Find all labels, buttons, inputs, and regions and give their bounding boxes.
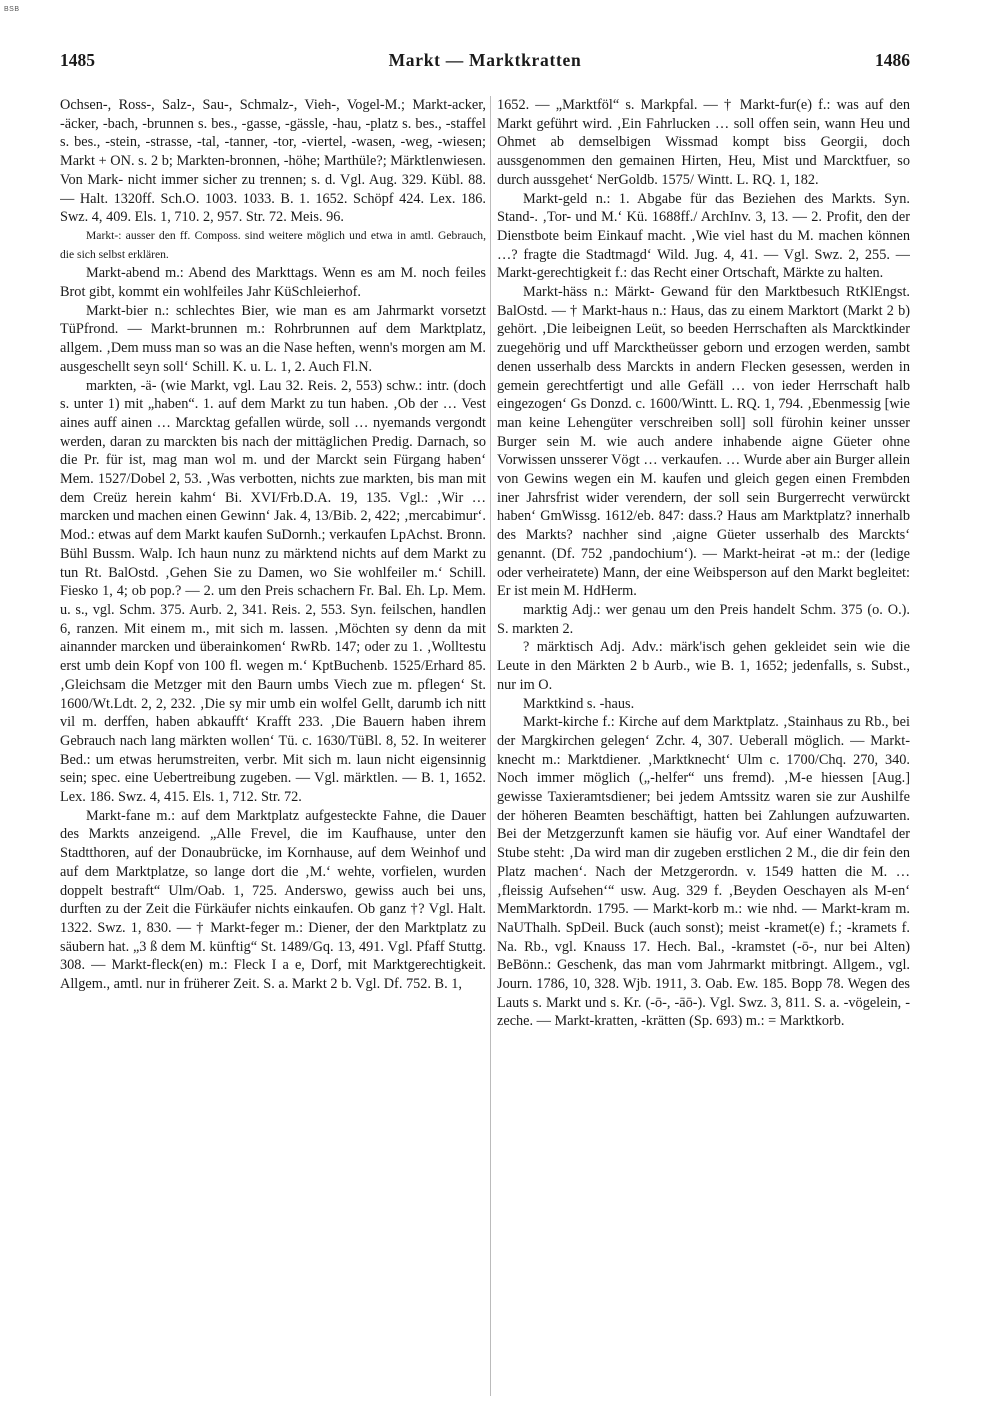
dictionary-entry: Markt-kirche f.: Kirche auf dem Marktplatz. ‚Stainhaus zu Rb., bei der Margkirchen gelegen‘ Zchr. 4, 307. Ueberall möglich. — Markt-knecht m.: Marktdiener. ‚Marktknecht‘ Ulm c. 1700/Chq. 270, 340. Noch immer möglich („-helfer“ uns fremd). ‚M-e hiessen [Aug.] gewisse Taxieramtsdiener; bei jedem Amtssitz waren sie zur Aushilfe der höheren Beamten beschäftigt, hatten bei Zahlungen aufzuwarten. Bei der Metzgerzunft kamen sie häufig vor. Auf einer Wandtafel der Stube steht: ‚Da wird man dir zugeben erstlichen 2 M., die dir fein den Platz machen‘. Nach der Metzgerordn. v. 1549 hatten die M. … ‚fleissig Aufsehen‘“ usw. Aug. 329 f. ‚Beyden Oeschayen als M-en‘ MemMarktordn. 1795. — Markt-korb m.: wie nhd. — Markt-kram m. NaUThalh. SpDeil. Buck (auch sonst); meist -kramet(e) f.; -kramets f. Na. Rb., vgl. Knauss 17. Hech. Bal., -kramstet (-ō-, nur bei Alten) BeBönn.: Geschenk, das man vom Jahrmarkt mitbringt. Allgem., vgl. Journ. 1786, 10, 328. Wjb. 1911, 3. Oab. Ew. 185. Bopp 78. Wegen des Lauts s. Markt und s. Kr. (-ō-, -āō-). Vgl. Swz. 3, 811. S. a. -vögelein, -zeche. — Markt-kratten, -krätten (Sp. 693) m.: = Marktkorb. xyxy=(497,714,910,1030)
dictionary-entry: Ochsen-, Ross-, Salz-, Sau-, Schmalz-, Vieh-, Vogel-M.; Markt-acker, -äcker, -bach, -brunnen s. bes., -gasse, -gässle, -hau, -platz s. bes., -staffel s. bes., -stein, -strasse, -tal, -tanner, -tor, -viertel, -wasen, -weg, -wiesen; Markt + ON. s. 2 b; Markten-bronnen, -höhe; Marthüle?; Märktlenwiesen. Von Mark- nicht immer sicher zu trennen; s. d. Vgl. Aug. 329. Kübl. 88. — Halt. 1320ff. Sch.O. 1003. 1033. B. 1. 1652. Schöpf 424. Lex. 186. Swz. 4, 409. Els. 1, 710. 2, 957. Str. 72. Meis. 96. xyxy=(60,97,486,226)
page-number-right: 1486 xyxy=(875,50,910,70)
dictionary-entry: markten, -ä- (wie Markt, vgl. Lau 32. Reis. 2, 553) schw.: intr. (doch s. unter 1) mit „haben“. 1. auf dem Markt zu tun haben. ‚Ob der … Vest aines auff ainen … Marcktag gefallen würde, soll … nyemands vergondt werden, daran zu marckten bis nach der mittäglichen Predig. Darnach, so die Pr. für ist, mag man wol m. und der Marckt sein Fürgang haben‘ Mem. 1527/Dobel 2, 53. ‚Was verbotten, nichts zue markten, bis man mit dem Creüz herein kahm‘ Bi. XVI/Frb.D.A. 19, 135. Vgl.: ‚Wir … marcken und machen einen Gewinn‘ Jak. 4, 13/Bib. 2, 422; ‚mercabimur‘. Mod.: etwas auf dem Markt kaufen SuDornh.; verkaufen LpAchst. Bronn. Bühl Bussm. Walp. Ich haun nunz zu märktend nichts auf dem Markt zu tun Rt. BalOstd. ‚Gehen Sie zu Damen, wo Sie wohlfeiler m.‘ Schill. Fiesko 1, 4; ob pop.? — 2. um den Preis schachern Fr. Bal. Eh. Lp. Mem. u. s., vgl. Schm. 375. Aurb. 2, 341. Reis. 2, 553. Syn. feilschen, handlen 6, ranzen. Mit einem m., mit sich m. lassen. ‚Möchten sy denn da mit ainannder marcken und überainkomen‘ RwRb. 147; oder zu 1. ‚Wolltestu erst umb dein Kopf von 100 fl. wegen m.‘ KptBuchenb. 1525/Erhard 85. ‚Gleichsam die Metzger mit den Baurn umbs Viech zue m. pflegen‘ St. 1600/Wt.Ldt. 2, 2, 232. ‚Die sy mir umb ein wolfel Gellt, darumb ich nitt vil m. derffen, haben abkaufft‘ Krafft 233. ‚Die Bauern haben ihrem Gebrauch nach lang märkten wollen‘ Tü. c. 1630/TüBl. 8, 52. In weiterer Bed.: um etwas herumstreiten, verbr. Mit sich m. laun nicht eigensinnig sein; spec. eine Uebertreibung zugeben. — Vgl. märktlen. — B. 1, 1652. Lex. 186. Swz. 4, 415. Els. 1, 712. Str. 72. xyxy=(60,377,486,806)
dictionary-entry: Markt-abend m.: Abend des Markttags. Wenn es am M. noch feiles Brot gibt, kommt ein wohlfeiles Jahr KüSchleierhof. xyxy=(60,265,486,301)
page-header xyxy=(60,50,910,76)
dictionary-entry: Markt-geld n.: 1. Abgabe für das Beziehen des Markts. Syn. Stand-. ‚Tor- und M.‘ Kü. 1688ff./ ArchInv. 3, 13. — 2. Profit, den der Dienstbote beim Einkauf macht. ‚Wie viel hast du M. machen können …? fragte die Stadtmagd‘ Wild. Jug. 4, 41. — Vgl. Swz. 2, 255. — Markt-gerechtigkeit f.: das Recht einer Ortschaft, Märkte zu halten. xyxy=(497,190,910,282)
dictionary-entry: Markt-bier n.: schlechtes Bier, wie man es am Jahrmarkt vorsetzt TüPfrond. — Markt-brunnen m.: Rohrbrunnen auf dem Marktplatz, allgem. ‚Dem muss man so was an die Nase heften, wenn's morgen am M. ausgeschellt seyn soll‘ Schill. K. u. L. 1, 2. Auch Fl.N. xyxy=(60,302,486,375)
page-number-left: 1485 xyxy=(60,50,95,70)
dictionary-entry: 1652. — „Marktföl“ s. Markpfal. — † Markt-fur(e) f.: was auf den Markt geführt wird. ‚Ein Fahrlucken … soll offen sein, wann Heu und Ohmet ab demselbigen Wissmad kompt biss Georgii, doch aussgenommen den gemainen Hirten, Heu, Mist und Marcktfuer, so durch aussgehet‘ NerGoldb. 1575/ Wintt. L. RQ. 1, 182. xyxy=(497,97,910,188)
dictionary-entry: Marktkind s. -haus. xyxy=(523,695,635,712)
dictionary-entry: ? märktisch Adj. Adv.: märk'isch gehen gekleidet sein wie die Leute in den Märkten 2 b Aurb., wie B. 1, 1652; jedenfalls, s. Subst., nur im O. xyxy=(497,639,910,693)
dictionary-entry: Markt-: ausser den ff. Composs. sind weitere möglich und etwa in amtl. Gebrauch, die sich selbst erklären. xyxy=(60,228,486,261)
left-column xyxy=(60,96,486,1396)
dictionary-entry: marktig Adj.: wer genau um den Preis handelt Schm. 375 (o. O.). S. markten 2. xyxy=(497,601,910,637)
dictionary-entry: Markt-häss n.: Märkt- Gewand für den Marktbesuch RtKlEngst. BalOstd. — † Markt-haus n.: Haus, das zu einem Marktort (Markt 2 b) gehört. ‚Die leibeignen Leüt, so beeden Herrschaften als Marcktkinder zuegehörig und uff Marcktheüsser geborn und erzogen werden, sambt denen usserhalb dess Marckts in andern Flecken gesessen, werden in gemein gerechtfertigt und alle Gefäll … von ieder Herrschaft halb eingezogen‘ Gs Donzd. c. 1600/Wintt. L. RQ. 1, 794. ‚Ebenmessig [wie man keine Lehengüter verschreiben soll] soll fürohin keiner unsser Burger sein M. wie auch andere inhabende aigne Güeter ohne Vorwissen unsserer Vögt … verkaufen. … Wurde aber ain Burger allein von Gewins wegen ein M. kaufen und gleich gegen einen Frembden iner Jahrsfrist wider verendern, der soll sein Burgerrecht verwürckt haben‘ GmWissg. 1612/eb. 847: dass.? Haus am Marktplatz? innerhalb des Markts? nachher sind ‚aigne Güeter usserhalb des Marckts‘ genannt. (Df. 752 ‚pandochium‘). — Markt-heirat -ət m.: der (ledige oder verheiratete) Mann, der eine Weibsperson auf den Markt begleitet: Er ist mein M. HdHerm. xyxy=(497,284,910,600)
library-stamp: BSB xyxy=(4,6,20,13)
right-column xyxy=(497,96,910,1396)
column-divider xyxy=(490,96,491,1396)
dictionary-entry: Markt-fane m.: auf dem Marktplatz aufgesteckte Fahne, die Dauer des Markts anzeigend. „Alle Frevel, die im Kaufhause, unter den Stadtthoren, auf der Donaubrücke, im Kornhause, auf dem Weinhof und auf dem Marktplatze, so lange dort die ‚M.‘ wehte, vorfielen, wurden doppelt bestraft“ Ulm/Oab. 1, 725. Anderswo, gewiss auch bei uns, durften zu der Zeit die Fürkäufer nichts einkaufen. Ob ganz †? Vgl. Halt. 1322. Swz. 1, 830. — † Markt-feger m.: Diener, der den Marktplatz zu säubern hat. „3 ß dem M. künftig“ St. 1489/Gq. 13, 491. Vgl. Pfaff Stuttg. 308. — Markt-fleck(en) m.: Fleck I a e, Dorf, mit Marktgerechtigkeit. Allgem., amtl. nur in früherer Zeit. S. a. Markt 2 b. Vgl. Df. 752. B. 1, xyxy=(60,807,486,993)
running-title: Markt — Marktkratten xyxy=(388,50,582,70)
